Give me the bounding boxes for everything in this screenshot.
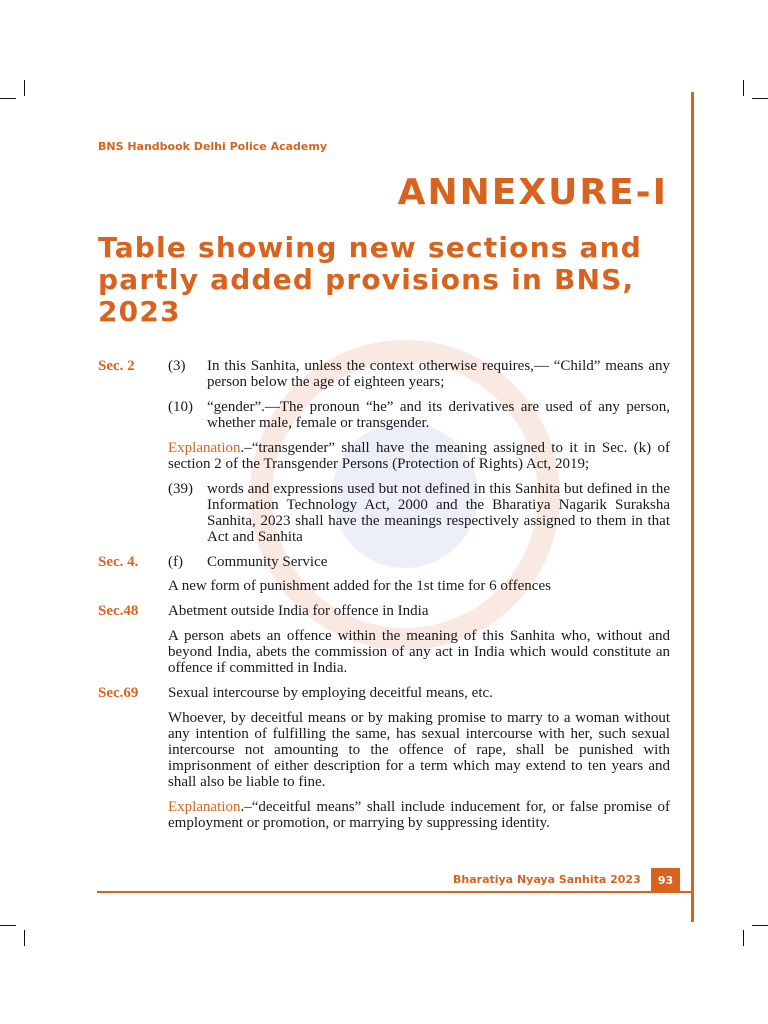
page-number: 93 — [651, 868, 680, 892]
section-block — [98, 554, 670, 603]
page-title: Table showing new sections and partly added provisions in BNS, 2023 — [98, 231, 643, 328]
section-heading: Abetment outside India for offence in India — [168, 603, 429, 619]
clause — [168, 554, 670, 570]
clause-text: Community Service — [207, 554, 328, 570]
page-border-right — [691, 92, 694, 922]
crop-mark — [0, 925, 16, 926]
section-block — [98, 358, 670, 554]
crop-mark — [24, 80, 25, 96]
clause-text: In this Sanhita, unless the context otherwise requires,–– “Child” means any person below the age of eighteen years; — [207, 358, 670, 390]
crop-mark — [743, 930, 744, 946]
section-heading: Sexual intercourse by employing deceitful means, etc. — [168, 685, 493, 701]
section-label: Sec.48 — [98, 603, 139, 619]
explanation-label: Explanation — [168, 440, 241, 456]
running-header: BNS Handbook Delhi Police Academy — [98, 140, 327, 153]
crop-mark — [24, 930, 25, 946]
explanation-text: .–“deceitful means” shall include inducement for, or false promise of employment or promotion, or marrying by suppressing identity. — [168, 799, 670, 831]
section-block — [98, 603, 670, 685]
crop-mark — [752, 98, 768, 99]
clause-number: (3) — [168, 358, 186, 374]
explanation — [168, 440, 670, 472]
clause — [168, 399, 670, 431]
explanation — [168, 799, 670, 831]
section-block — [98, 685, 670, 840]
clause-text: “gender”.—The pronoun “he” and its derivatives are used of any person, whether male, female or transgender. — [207, 399, 670, 431]
clause-number: (10) — [168, 399, 193, 415]
section-label: Sec. 2 — [98, 358, 135, 374]
section-paragraph: A person abets an offence within the meaning of this Sanhita who, without and beyond India, abets the commission of any act in India which would constitute an offence if committed in India. — [168, 628, 670, 676]
annexure-heading: ANNEXURE-I — [397, 172, 668, 213]
crop-mark — [743, 80, 744, 96]
section-label: Sec.69 — [98, 685, 139, 701]
explanation-text: .–“transgender” shall have the meaning assigned to it in Sec. (k) of section 2 of the Transgender Persons (Protection of Rights) Act, 2019; — [168, 440, 670, 472]
footer-book-title: Bharatiya Nyaya Sanhita 2023 — [453, 873, 641, 886]
section-label: Sec. 4. — [98, 554, 139, 570]
clause-number: (f) — [168, 554, 183, 570]
clause — [168, 481, 670, 545]
section-paragraph: A new form of punishment added for the 1st time for 6 offences — [168, 578, 551, 594]
crop-mark — [752, 925, 768, 926]
footer-rule — [97, 891, 694, 893]
crop-mark — [0, 98, 16, 99]
section-paragraph: Whoever, by deceitful means or by making promise to marry to a woman without any intention of fulfilling the same, has sexual intercourse with her, such sexual intercourse not amounting to the offence of rape, shall be punished with imprisonment of either description for a term which may extend to ten years and shall also be liable to fine. — [168, 710, 670, 790]
content — [98, 358, 670, 840]
explanation-label: Explanation — [168, 799, 241, 815]
clause-text: words and expressions used but not defined in this Sanhita but defined in the Information Technology Act, 2000 and the Bharatiya Nagarik Suraksha Sanhita, 2023 shall have the meanings respectively assigned to them in that Act and Sanhita — [207, 481, 670, 545]
clause-number: (39) — [168, 481, 193, 497]
clause — [168, 358, 670, 390]
